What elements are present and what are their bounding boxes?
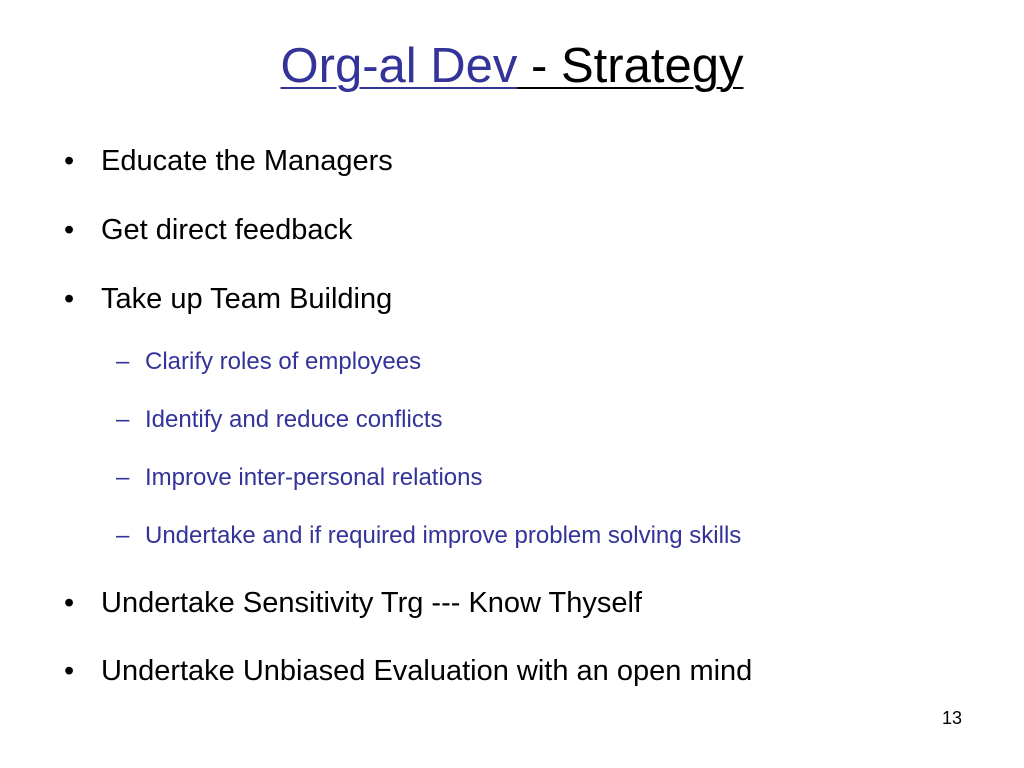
- bullet-text: Undertake Unbiased Evaluation with an open mind: [101, 655, 753, 687]
- title-text: - Strategy: [517, 39, 744, 93]
- sub-bullet-text: Identify and reduce conflicts: [145, 406, 443, 433]
- bullet-marker: •: [64, 587, 75, 619]
- bullet-text: Educate the Managers: [101, 145, 393, 177]
- sub-bullet-marker: –: [116, 522, 130, 549]
- bullet-text: Undertake Sensitivity Trg --- Know Thyself: [101, 587, 642, 619]
- sub-bullet-marker: –: [116, 464, 130, 491]
- sub-bullet-marker: –: [116, 348, 130, 375]
- bullet-marker: •: [64, 283, 75, 315]
- bullet-marker: •: [64, 145, 75, 177]
- bullet-marker: •: [64, 214, 75, 246]
- bullet-text: Get direct feedback: [101, 214, 353, 246]
- sub-bullet-text: Clarify roles of employees: [145, 348, 422, 375]
- bullet-marker: •: [64, 655, 75, 687]
- sub-bullet-marker: –: [116, 406, 130, 433]
- page-number: 13: [941, 708, 962, 728]
- bullet-text: Take up Team Building: [101, 283, 393, 315]
- sub-bullet-text: Improve inter-personal relations: [145, 464, 483, 491]
- title-link[interactable]: Org-al Dev: [280, 39, 518, 93]
- sub-bullet-text: Undertake and if required improve problem solving skills: [145, 522, 742, 549]
